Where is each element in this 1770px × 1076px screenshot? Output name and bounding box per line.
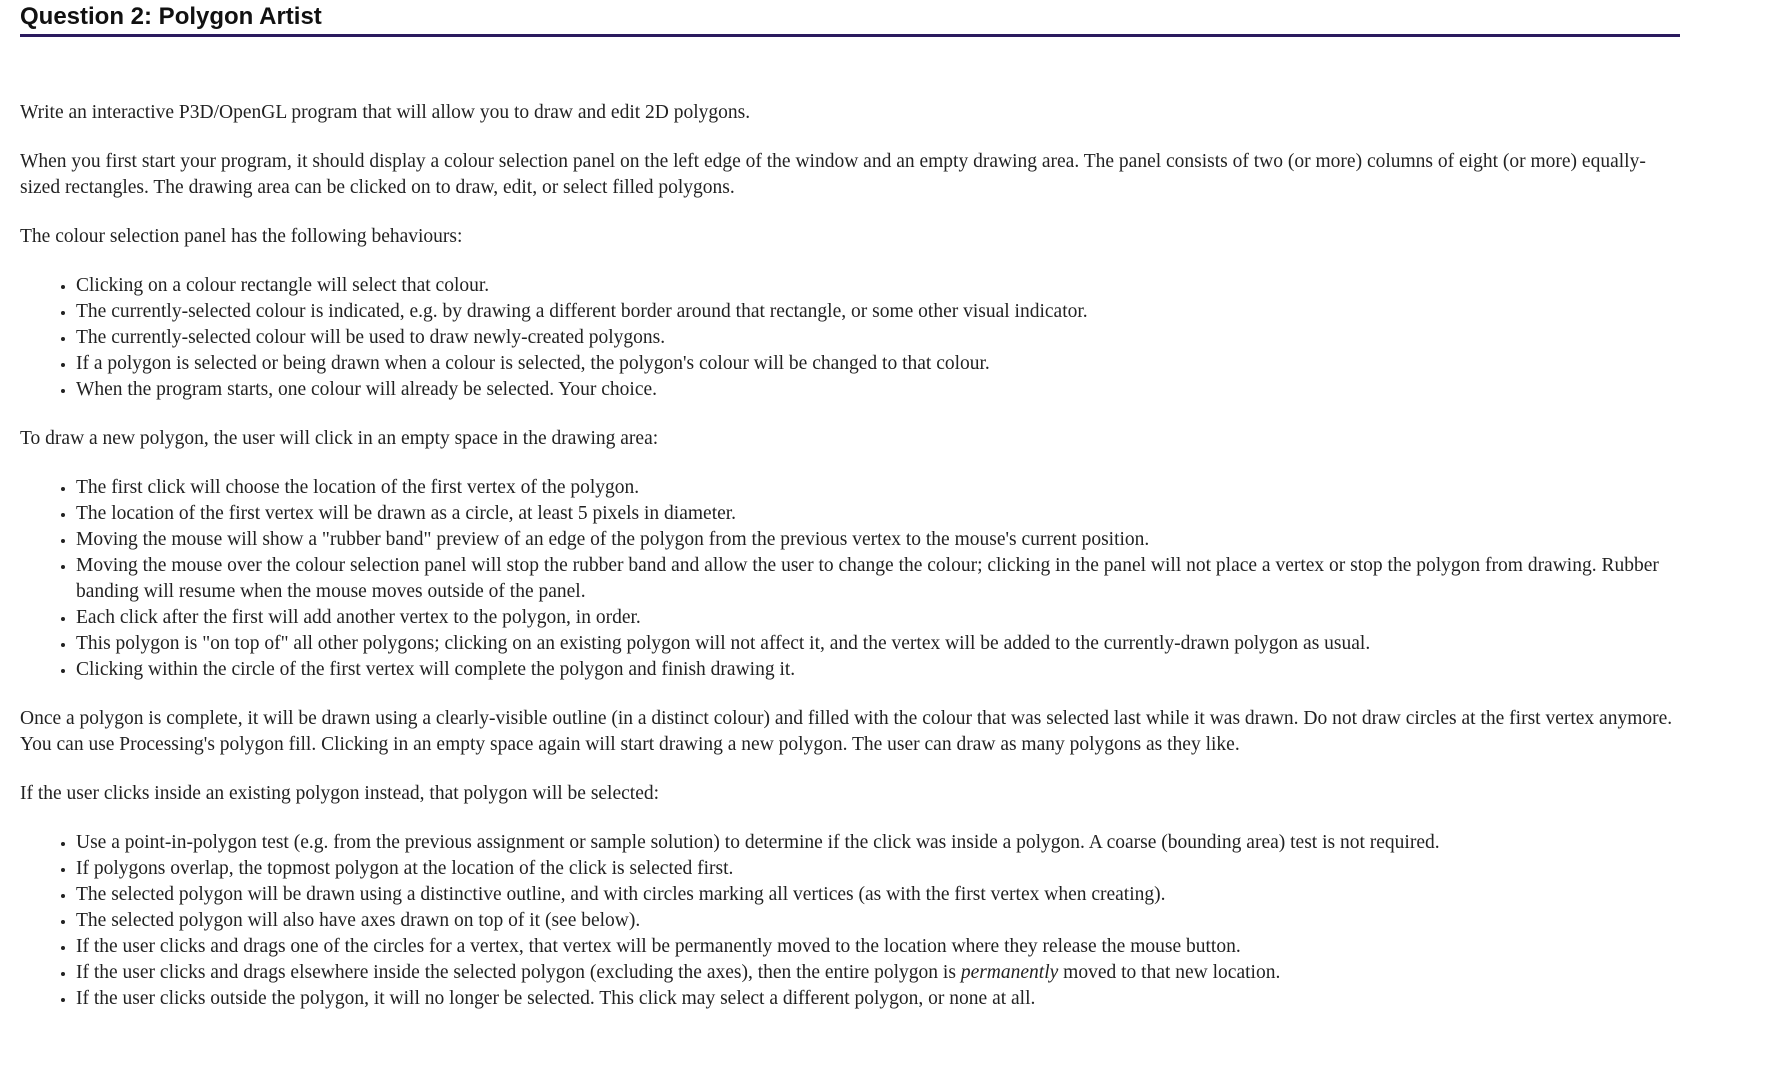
intro-paragraph-1: Write an interactive P3D/OpenGL program that will allow you to draw and edit 2D polygons. — [20, 102, 751, 123]
draw-steps-list — [20, 475, 1680, 683]
list-item: • Clicking within the circle of the first vertex will complete the polygon and finish drawing it. — [76, 657, 1680, 683]
list-item: • When the program starts, one colour will already be selected. Your choice. — [76, 377, 1680, 403]
complete-polygon-paragraph: Once a polygon is complete, it will be drawn using a clearly-visible outline (in a distinct colour) and filled with the colour that was selected last while it was drawn. Do not draw circles at the first vertex anymore. You can use Processing's polygon fill. Clicking in an empty space again will start drawing a new polygon. The user can draw as many polygons as they like. — [20, 708, 1673, 755]
page-title: Question 2: Polygon Artist — [20, 0, 1680, 37]
list-item: • The selected polygon will be drawn using a distinctive outline, and with circles marking all vertices (as with the first vertex when creating). — [76, 882, 1680, 908]
draw-section-lead: To draw a new polygon, the user will click in an empty space in the drawing area: — [20, 428, 659, 449]
document-page — [20, 0, 1680, 1035]
list-item: • If the user clicks and drags one of the circles for a vertex, that vertex will be permanently moved to the location where they release the mouse button. — [76, 934, 1680, 960]
drag-text-emphasis: permanently — [960, 962, 1059, 983]
list-item: • Clicking on a colour rectangle will select that colour. — [76, 273, 1680, 299]
list-item: • The selected polygon will also have axes drawn on top of it (see below). — [76, 908, 1680, 934]
list-item: • Moving the mouse over the colour selection panel will stop the rubber band and allow the user to change the colour; clicking in the panel will not place a vertex or stop the polygon from drawing. Rubber banding will resume when the mouse moves outside of the panel. — [76, 553, 1680, 605]
list-item: • If the user clicks outside the polygon, it will no longer be selected. This click may select a different polygon, or none at all. — [76, 986, 1680, 1012]
list-item: • If a polygon is selected or being drawn when a colour is selected, the polygon's colour will be changed to that colour. — [76, 351, 1680, 377]
list-item-drag-polygon — [76, 960, 1680, 986]
drag-text-before: If the user clicks and drags elsewhere inside the selected polygon (excluding the axes), then the entire polygon is — [76, 962, 961, 983]
list-item: • The location of the first vertex will be drawn as a circle, at least 5 pixels in diameter. — [76, 501, 1680, 527]
list-item: • If polygons overlap, the topmost polygon at the location of the click is selected first. — [76, 856, 1680, 882]
panel-section-lead: The colour selection panel has the following behaviours: — [20, 226, 463, 247]
document-body — [20, 100, 1680, 1012]
drag-text-after: moved to that new location. — [1058, 962, 1281, 983]
list-item: • Use a point-in-polygon test (e.g. from the previous assignment or sample solution) to determine if the click was inside a polygon. A coarse (bounding area) test is not required. — [76, 830, 1680, 856]
list-item: • Each click after the first will add another vertex to the polygon, in order. — [76, 605, 1680, 631]
list-item: • This polygon is "on top of" all other polygons; clicking on an existing polygon will not affect it, and the vertex will be added to the currently-drawn polygon as usual. — [76, 631, 1680, 657]
list-item: • The first click will choose the location of the first vertex of the polygon. — [76, 475, 1680, 501]
select-section-lead: If the user clicks inside an existing polygon instead, that polygon will be selected: — [20, 783, 660, 804]
list-item: • The currently-selected colour will be used to draw newly-created polygons. — [76, 325, 1680, 351]
list-item: • The currently-selected colour is indicated, e.g. by drawing a different border around that rectangle, or some other visual indicator. — [76, 299, 1680, 325]
selection-rules-list — [20, 830, 1680, 1012]
panel-behaviour-list — [20, 273, 1680, 403]
intro-paragraph-2: When you first start your program, it should display a colour selection panel on the left edge of the window and an empty drawing area. The panel consists of two (or more) columns of eight (or more) equally-sized rectangles. The drawing area can be clicked on to draw, edit, or select filled polygons. — [20, 151, 1646, 198]
list-item: • Moving the mouse will show a "rubber band" preview of an edge of the polygon from the previous vertex to the mouse's current position. — [76, 527, 1680, 553]
